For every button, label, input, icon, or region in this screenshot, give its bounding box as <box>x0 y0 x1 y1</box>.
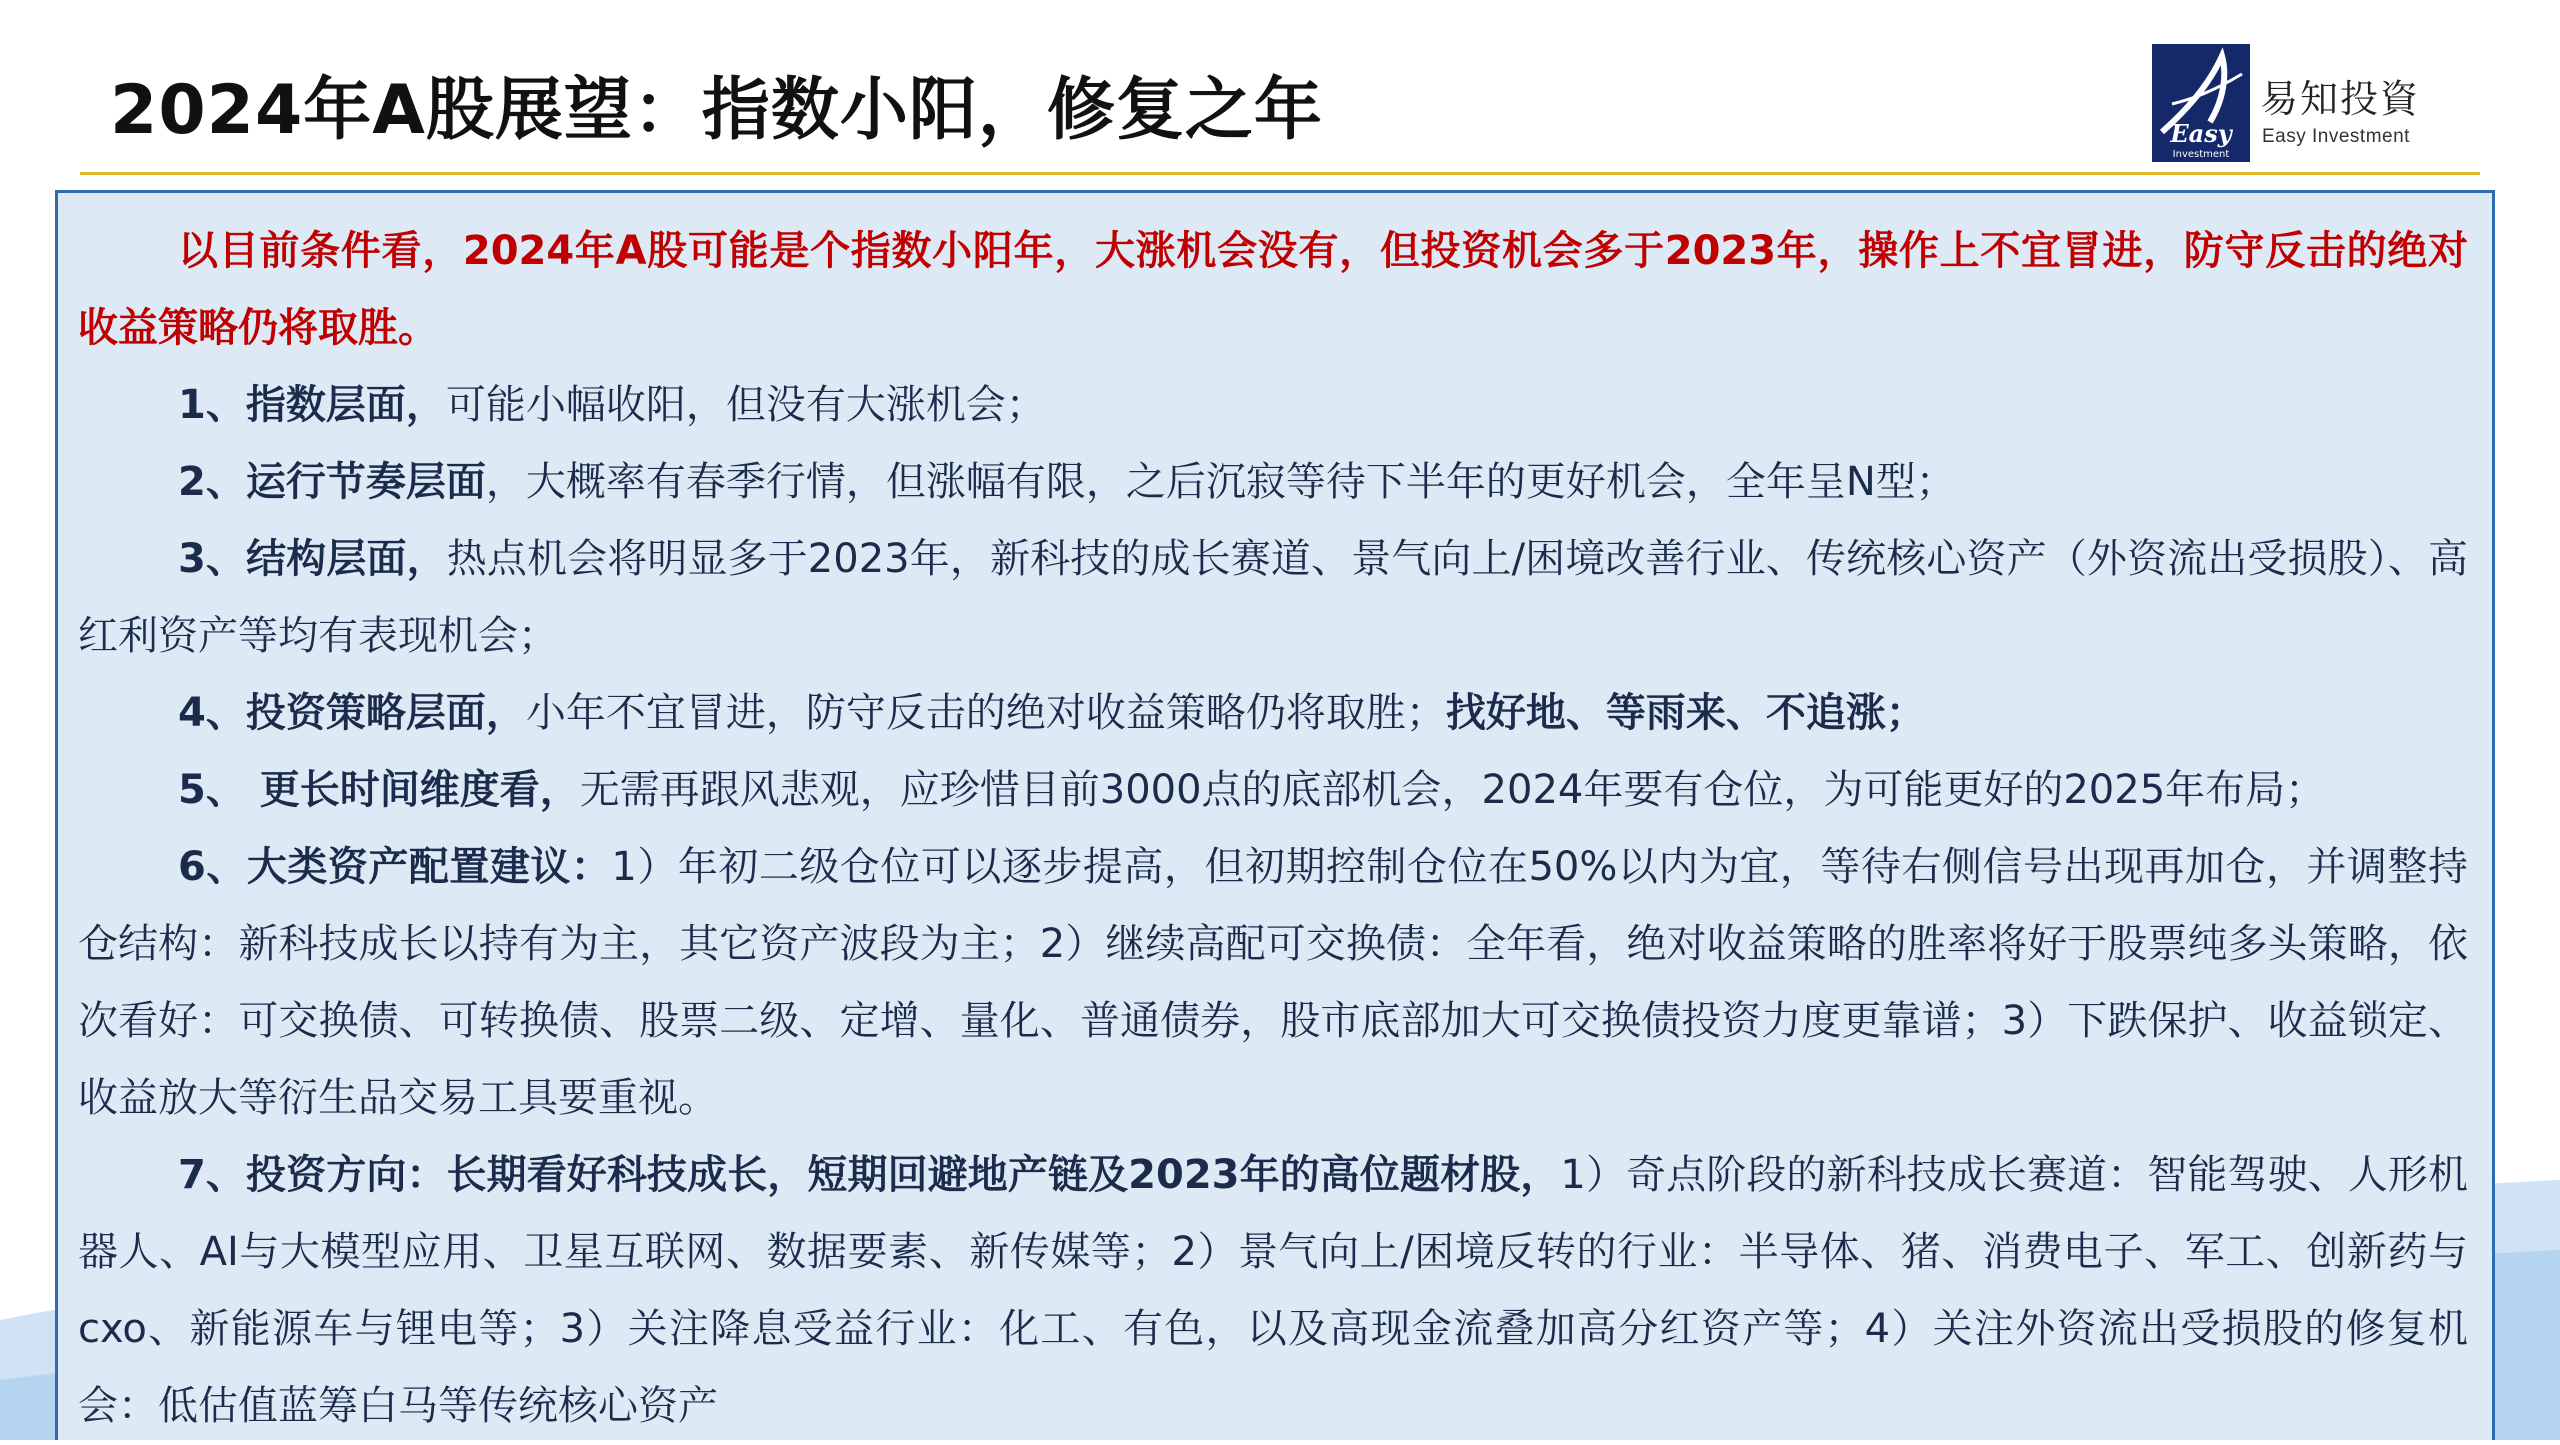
item-4-body: 小年不宜冒进，防守反击的绝对收益策略仍将取胜； <box>525 690 1446 736</box>
item-2-body: ，大概率有春季行情，但涨幅有限，之后沉寂等待下半年的更好机会，全年呈N型； <box>485 459 1956 505</box>
intro-paragraph: 以目前条件看，2024年A股可能是个指数小阳年，大涨机会没有，但投资机会多于2023年，操作上不宜冒进，防守反击的绝对收益策略仍将取胜。 <box>78 228 2468 351</box>
item-7-body: 1）奇点阶段的新科技成长赛道：智能驾驶、人形机器人、AI与大模型应用、卫星互联网、数据要素、新传媒等；2）景气向上/困境反转的行业：半导体、猪、消费电子、军工、创新药与cxo、新能源车与锂电等；3）关注降息受益行业：化工、有色，以及高现金流叠加高分红资产等；4）关注外资流出受损股的修复机会：低估值蓝筹白马等传统核心资产 <box>78 1152 2468 1429</box>
item-2 <box>78 444 2468 521</box>
item-1-body: 可能小幅收阳，但没有大涨机会； <box>445 382 1046 428</box>
item-5-head: 5、 更长时间维度看， <box>178 767 580 813</box>
item-4-head: 4、投资策略层面， <box>178 690 526 736</box>
content-box <box>55 190 2495 1440</box>
item-6 <box>78 829 2468 1137</box>
item-5-body: 无需再跟风悲观，应珍惜目前3000点的底部机会，2024年要有仓位，为可能更好的2025年布局； <box>579 767 2326 813</box>
item-3 <box>78 521 2468 675</box>
item-6-body: 1）年初二级仓位可以逐步提高，但初期控制仓位在50%以内为宜，等待右侧信号出现再加仓，并调整持仓结构：新科技成长以持有为主，其它资产波段为主；2）继续高配可交换债：全年看，绝对收益策略的胜率将好于股票纯多头策略，依次看好：可交换债、可转换债、股票二级、定增、量化、普通债券，股市底部加大可交换债投资力度更靠谱；3）下跌保护、收益锁定、收益放大等衍生品交易工具要重视。 <box>78 844 2468 1121</box>
header-divider <box>80 172 2480 175</box>
item-4-tail: 找好地、等雨来、不追涨； <box>1445 690 1926 736</box>
company-logo <box>2152 44 2442 162</box>
easy-investment-logo-icon <box>2152 44 2250 162</box>
item-1-head: 1、指数层面， <box>178 382 446 428</box>
item-7 <box>78 1137 2468 1445</box>
logo-mark-text: Easy <box>2170 119 2232 148</box>
item-3-head: 3、结构层面， <box>178 536 447 582</box>
logo-mark-subtext: Investment <box>2172 149 2230 160</box>
item-4 <box>78 675 2468 752</box>
item-5 <box>78 752 2468 829</box>
item-1 <box>78 367 2468 444</box>
item-2-head: 2、运行节奏层面 <box>178 459 486 505</box>
item-6-head: 6、大类资产配置建议： <box>178 844 612 890</box>
item-7-head: 7、投资方向：长期看好科技成长，短期回避地产链及2023年的高位题材股， <box>178 1152 1561 1198</box>
page-title: 2024年A股展望：指数小阳，修复之年 <box>110 71 1323 150</box>
logo-en-name: Easy Investment <box>2262 126 2410 147</box>
logo-cn-name: 易知投資 <box>2260 77 2421 121</box>
item-3-body: 热点机会将明显多于2023年，新科技的成长赛道、景气向上/困境改善行业、传统核心资产（外资流出受损股）、高红利资产等均有表现机会； <box>78 536 2468 659</box>
